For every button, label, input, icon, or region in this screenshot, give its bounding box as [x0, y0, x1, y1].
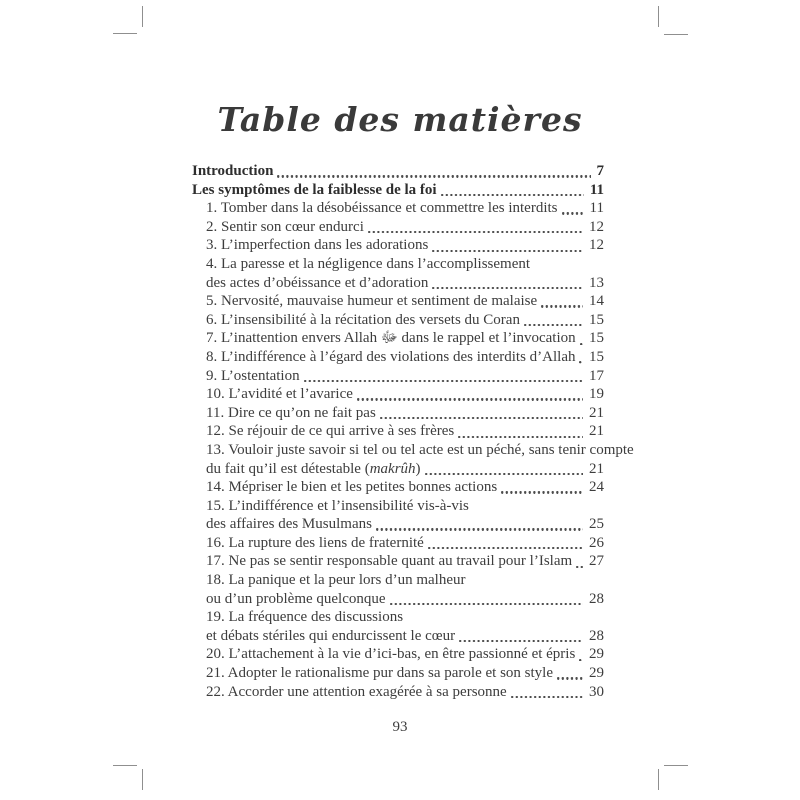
crop-mark-bottom-right-horizontal: [664, 765, 688, 766]
toc-entry-page-number: 14: [589, 293, 604, 310]
toc-entry-label: 22. Accorder une attention exagérée à sa personne: [206, 683, 507, 700]
toc-entry-label: du fait qu’il est détestable (makrûh): [206, 460, 421, 477]
toc-leader-dots: [304, 380, 583, 382]
toc-entry-page-number: 30: [589, 683, 604, 700]
toc-entry-page-number: 24: [589, 479, 604, 496]
toc-entry-label: 20. L’attachement à la vie d’ici-bas, en être passionné et épris: [206, 646, 576, 663]
toc-entry-label: 16. La rupture des liens de fraternité: [206, 534, 424, 551]
toc-entry-label: 12. Se réjouir de ce qui arrive à ses frères: [206, 423, 455, 440]
toc-entry: [192, 274, 604, 293]
toc-leader-dots: [277, 175, 590, 177]
toc-leader-dots: [380, 417, 583, 419]
toc-entry-page-number: 7: [596, 163, 604, 179]
toc-entry: [192, 218, 604, 237]
toc-entry-page-number: 27: [589, 553, 604, 570]
toc-entry-page-number: 29: [589, 646, 604, 663]
crop-mark-bottom-right-vertical: [658, 769, 659, 790]
toc-entry-label: ou d’un problème quelconque: [206, 590, 386, 607]
toc-leader-dots: [579, 659, 583, 661]
toc-entry: [192, 255, 604, 274]
toc-entry-label: 13. Vouloir juste savoir si tel ou tel acte est un péché, sans tenir compte: [206, 441, 634, 458]
toc-entry: [192, 571, 604, 590]
crop-mark-bottom-left-horizontal: [113, 765, 137, 766]
toc-leader-dots: [579, 361, 583, 363]
toc-leader-dots: [557, 677, 583, 679]
toc-entry-label: 9. L’ostentation: [206, 367, 300, 384]
toc-entry-page-number: 15: [589, 330, 604, 347]
toc-entry: [192, 404, 604, 423]
toc-entry-page-number: 11: [589, 181, 604, 198]
toc-entry-page-number: 12: [589, 237, 604, 254]
toc-entry-label: 6. L’insensibilité à la récitation des versets du Coran: [206, 311, 520, 328]
toc-entry: [192, 367, 604, 386]
toc-entry-label: 7. L’inattention envers Allah ﷻ dans le rappel et l’invocation: [206, 330, 576, 347]
toc-entry: [192, 348, 604, 367]
toc-entry: [192, 664, 604, 683]
toc-entry-label: 10. L’avidité et l’avarice: [206, 386, 353, 403]
toc-entry-page-number: 28: [589, 590, 604, 607]
toc-entry-label: Introduction: [192, 163, 274, 179]
toc-leader-dots: [425, 473, 583, 475]
toc-entry-page-number: 25: [589, 516, 604, 533]
toc-entry-label: 2. Sentir son cœur endurci: [206, 218, 364, 235]
toc-entry-label: 1. Tomber dans la désobéissance et commettre les interdits: [206, 200, 558, 217]
toc-entry: [192, 497, 604, 516]
toc-entry-page-number: 15: [589, 311, 604, 328]
toc-entry: [192, 645, 604, 664]
toc-entry-page-number: 29: [589, 665, 604, 682]
toc-entry: [192, 534, 604, 553]
crop-mark-top-right-vertical: [658, 6, 659, 27]
toc-entry-italic-term: makrûh: [369, 460, 416, 477]
toc-entry: [192, 590, 604, 609]
crop-mark-top-left-vertical: [142, 6, 143, 27]
page-title: Table des matières: [217, 100, 583, 139]
toc-entry: [192, 199, 604, 218]
toc-entry: [192, 627, 604, 646]
toc-leader-dots: [458, 436, 583, 438]
folio-page-number: 93: [392, 719, 408, 735]
toc-leader-dots: [576, 566, 583, 568]
toc-entry-page-number: 15: [589, 348, 604, 365]
toc-entry-label: 5. Nervosité, mauvaise humeur et sentiment de malaise: [206, 293, 538, 310]
toc-list: [192, 162, 634, 701]
toc-entry-label: 8. L’indifférence à l’égard des violations des interdits d’Allah: [206, 348, 576, 365]
toc-entry: [192, 460, 604, 479]
toc-entry-page-number: 12: [589, 218, 604, 235]
toc-entry-label: des affaires des Musulmans: [206, 516, 372, 533]
toc-entry-page-number: 19: [589, 386, 604, 403]
toc-leader-dots: [441, 194, 584, 196]
toc-entry: [192, 311, 604, 330]
toc-leader-dots: [541, 305, 583, 307]
toc-leader-dots: [357, 398, 583, 400]
toc-leader-dots: [368, 231, 583, 233]
toc-leader-dots: [580, 343, 583, 345]
toc-leader-dots: [428, 547, 583, 549]
toc-entry: [192, 385, 604, 404]
crop-mark-top-right-horizontal: [664, 34, 688, 35]
toc-entry-label: 14. Mépriser le bien et les petites bonnes actions: [206, 479, 498, 496]
toc-entry-label: 3. L’imperfection dans les adorations: [206, 237, 429, 254]
toc-entry-label: des actes d’obéissance et d’adoration: [206, 274, 429, 291]
toc-entry-label: 15. L’indifférence et l’insensibilité vis-à-vis: [206, 497, 469, 514]
toc-leader-dots: [390, 603, 583, 605]
toc-leader-dots: [501, 491, 583, 493]
toc-entry: [192, 683, 604, 702]
toc-entry: [192, 181, 604, 200]
toc-entry-label: 18. La panique et la peur lors d’un malheur: [206, 572, 466, 589]
toc-leader-dots: [432, 287, 583, 289]
toc-entry-page-number: 26: [589, 534, 604, 551]
crop-mark-top-left-horizontal: [113, 33, 137, 34]
crop-mark-bottom-left-vertical: [142, 769, 143, 790]
toc-entry: [192, 478, 604, 497]
toc-entry-page-number: 21: [589, 460, 604, 477]
toc-entry-label: Les symptômes de la faiblesse de la foi: [192, 181, 437, 198]
toc-entry-page-number: 11: [589, 200, 604, 217]
toc-entry: [192, 236, 604, 255]
toc-entry: [192, 441, 634, 460]
toc-entry: [192, 292, 604, 311]
toc-entry-label: 4. La paresse et la négligence dans l’accomplissement: [206, 255, 531, 272]
toc-entry: [192, 422, 604, 441]
toc-entry-label: 11. Dire ce qu’on ne fait pas: [206, 404, 376, 421]
toc-entry-page-number: 21: [589, 404, 604, 421]
toc-leader-dots: [524, 324, 583, 326]
toc-entry-label: 21. Adopter le rationalisme pur dans sa parole et son style: [206, 665, 553, 682]
toc-leader-dots: [432, 250, 583, 252]
toc-leader-dots: [562, 212, 584, 214]
toc-entry-page-number: 13: [589, 274, 604, 291]
toc-entry-label: 19. La fréquence des discussions: [206, 609, 404, 626]
toc-entry-page-number: 21: [589, 423, 604, 440]
toc-entry-page-number: 28: [589, 627, 604, 644]
toc-leader-dots: [459, 640, 583, 642]
toc-leader-dots: [376, 528, 583, 530]
toc-entry-label: et débats stériles qui endurcissent le cœur: [206, 627, 456, 644]
toc-entry: [192, 162, 604, 181]
toc-entry: [192, 515, 604, 534]
toc-entry-label: 17. Ne pas se sentir responsable quant au travail pour l’Islam: [206, 553, 573, 570]
toc-entry: [192, 552, 604, 571]
toc-leader-dots: [511, 696, 583, 698]
toc-entry-page-number: 17: [589, 367, 604, 384]
toc-entry: [192, 608, 604, 627]
toc-entry: [192, 329, 604, 348]
